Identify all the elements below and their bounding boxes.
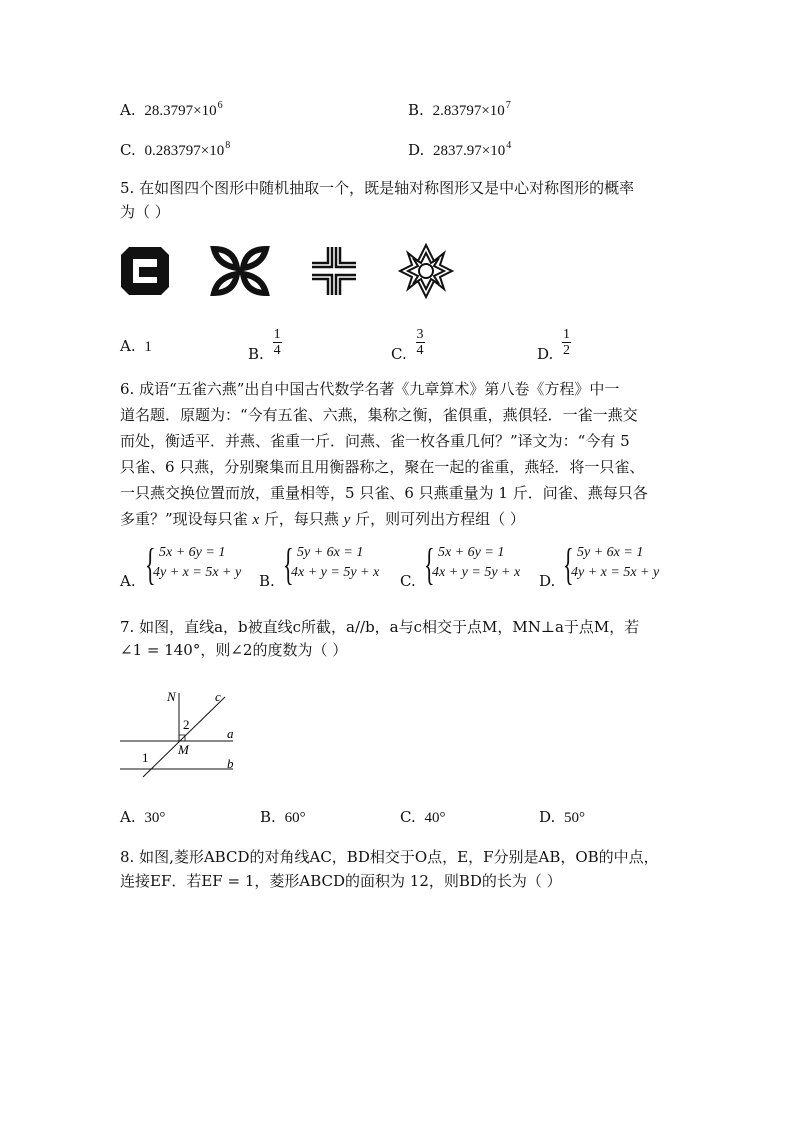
- q6-option-a-letter: A.: [120, 572, 136, 590]
- q6-stem-line3: 而处，衡适平．并燕、雀重一斤．问燕、雀一枚各重几何？”译文为：“今有 5: [120, 432, 630, 450]
- q6-option-a-system: { 5x + 6y = 1 4y + x = 5x + y: [145, 540, 242, 589]
- q5-stem-line1: 5. 在如图四个图形中随机抽取一个，既是轴对称图形又是中心对称图形的概率: [120, 179, 635, 197]
- label-b: b: [227, 756, 234, 771]
- q6-stem-line4: 只雀、6 只燕，分别聚集而且用衡器称之，聚在一起的雀重，燕轻．将一只雀、: [120, 458, 645, 476]
- q4-option-a-value: $28.3797\times 10^6$: [144, 100, 223, 119]
- bowtie-flower-icon: [214, 249, 266, 293]
- q5-option-d: D. $\frac{1}{2}$: [537, 327, 571, 363]
- line-c: [143, 697, 225, 777]
- q7-stem-line2: ∠1 = 140°，则∠2的度数为（ ）: [120, 641, 348, 659]
- label-n: N: [167, 689, 176, 704]
- q7-option-a: A. 30°: [120, 808, 166, 826]
- q4-option-d: D. $2837.97\times 10^4$: [408, 140, 512, 159]
- square-spiral-icon: [121, 247, 169, 295]
- q5-option-a: A. 1: [120, 337, 152, 355]
- q6-option-b-letter: B.: [259, 572, 275, 590]
- q4-option-c-value: $0.283797\times 10^8$: [144, 140, 231, 159]
- label-m: M: [178, 742, 189, 757]
- label-c: c: [215, 689, 221, 704]
- label-a: a: [227, 726, 234, 741]
- label-angle-1: 1: [142, 750, 149, 765]
- q7-option-b: B. 60°: [260, 808, 306, 826]
- q4-option-b: B. $2.83797\times 10^7$: [408, 100, 511, 119]
- octagram-flower-icon: [400, 245, 452, 297]
- q6-option-c-letter: C.: [400, 572, 416, 590]
- q6-option-d-letter: D.: [539, 572, 556, 590]
- q8-stem-line2: 连接EF．若EF = 1，菱形ABCD的面积为 12，则BD的长为（ ）: [120, 872, 562, 890]
- q6-option-c-system: { 5x + 6y = 1 4x + y = 5y + x: [424, 540, 521, 589]
- label-angle-2: 2: [183, 717, 190, 732]
- q5-option-c: C. $\frac{3}{4}$: [391, 327, 424, 363]
- q6-stem-line2: 道名题．原题为：“今有五雀、六燕，集称之衡，雀俱重，燕俱轻．一雀一燕交: [120, 406, 638, 424]
- q4-option-c: C. $0.283797\times 10^8$: [120, 140, 231, 159]
- q5-option-b-fraction: $\frac{1}{4}$: [273, 327, 281, 358]
- right-angle-mark: [179, 735, 185, 741]
- q4-option-d-value: $2837.97\times 10^4$: [433, 140, 512, 159]
- q7-option-c: C. 40°: [400, 808, 446, 826]
- q5-option-c-fraction: $\frac{3}{4}$: [416, 327, 424, 358]
- q5-stem-line2: 为（ ）: [120, 203, 170, 221]
- q6-stem-line5: 一只燕交换位置而放，重量相等，5 只雀、6 只燕重量为 1 斤．问雀、燕每只各: [120, 484, 648, 502]
- q4-option-a: A. $28.3797\times 10^6$: [120, 100, 223, 119]
- q7-stem-line1: 7. 如图，直线a，b被直线c所截，a//b，a与c相交于点M，MN⊥a于点M，若: [120, 618, 640, 636]
- q5-figures: [110, 240, 470, 310]
- q4-option-b-value: $2.83797\times 10^7$: [432, 100, 511, 119]
- q6-stem-line6: 多重？”现设每只雀 x 斤，每只燕 y 斤，则可列出方程组（ ）: [120, 510, 525, 528]
- q8-stem-line1: 8. 如图,菱形ABCD的对角线AC，BD相交于O点，E，F分别是AB，OB的中点，: [120, 848, 659, 866]
- q6-stem-line1: 6. 成语“五雀六燕”出自中国古代数学名著《九章算术》第八卷《方程》中一: [120, 380, 620, 398]
- q6-option-b-system: { 5y + 6x = 1 4x + y = 5y + x: [283, 540, 380, 589]
- cross-brackets-icon: [312, 247, 356, 295]
- q5-option-d-fraction: $\frac{1}{2}$: [563, 327, 571, 358]
- q6-option-d-system: { 5y + 6x = 1 4y + x = 5x + y: [563, 540, 660, 589]
- q5-option-b: B. $\frac{1}{4}$: [248, 327, 281, 363]
- q7-figure: [115, 685, 245, 780]
- q7-option-d: D. 50°: [539, 808, 586, 826]
